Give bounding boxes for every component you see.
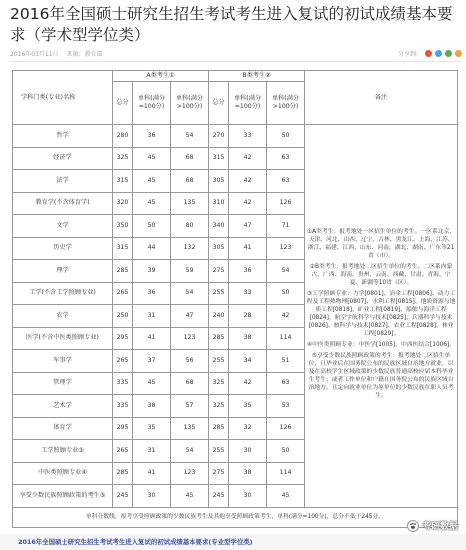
a-single-100-cell: 45 bbox=[133, 192, 171, 215]
a-single-100-cell: 39 bbox=[133, 260, 171, 283]
note-paragraph: ②B类考生：报考地处二区招生单位的考生。二区系内蒙古、广西、海南、贵州、云南、西藏、甘肃、青海、宁夏、新疆等10省（区）。 bbox=[309, 264, 453, 287]
table-row bbox=[13, 125, 458, 148]
header-group-b: B类考生② bbox=[209, 71, 305, 82]
a-single-100-cell: 50 bbox=[133, 215, 171, 238]
a-single-over-100-cell: 132 bbox=[171, 237, 209, 260]
b-single-over-100-cell: 42 bbox=[267, 305, 305, 328]
note-paragraph: ⑤享受少数民族照顾政策的考生：报考地处二区招生单位，且毕业后在国务院公布的民族区域自治地方就业，以及在高校学生区域政策的少数民族普通高校应届本科毕业生考生；或者工作单位和户籍在国务院公布的民族区域自治地方，且定向就业单位为原单位的少数民族在职人员考生。 bbox=[308, 353, 454, 400]
a-total-cell: 335 bbox=[113, 395, 133, 418]
b-total-cell: 315 bbox=[209, 147, 229, 170]
a-total-cell: 295 bbox=[113, 327, 133, 350]
a-single-over-100-cell: 47 bbox=[171, 305, 209, 328]
subject-name: 文学 bbox=[13, 215, 113, 238]
subject-name: 享受少数民族照顾政策的考生⑤ bbox=[13, 485, 113, 508]
article-source: 来源：教育部 bbox=[66, 50, 103, 58]
a-single-over-100-cell: 45 bbox=[171, 485, 209, 508]
b-total-cell: 310 bbox=[209, 192, 229, 215]
a-total-cell: 315 bbox=[113, 237, 133, 260]
b-single-100-cell: 32 bbox=[229, 417, 267, 440]
b-total-cell: 325 bbox=[209, 372, 229, 395]
header-a-total: 总分 bbox=[113, 82, 133, 125]
publish-date: 2016年03月11日 bbox=[10, 50, 59, 58]
subject-name: 哲学 bbox=[13, 125, 113, 148]
a-total-cell: 265 bbox=[113, 440, 133, 463]
subject-name: 军事学 bbox=[13, 350, 113, 373]
b-total-cell: 325 bbox=[209, 395, 229, 418]
a-single-100-cell: 41 bbox=[133, 327, 171, 350]
a-single-100-cell: 45 bbox=[133, 147, 171, 170]
a-single-over-100-cell: 80 bbox=[171, 215, 209, 238]
subject-name: 艺术学 bbox=[13, 395, 113, 418]
note-paragraph: ①A类考生：报考地处一区招生单位的考生。一区系北京、天津、河北、山西、辽宁、吉林、黑龙江、上海、江苏、浙江、福建、江西、山东、河南、湖北、湖南、广东等21省（市）。 bbox=[306, 229, 456, 260]
a-total-cell: 285 bbox=[113, 462, 133, 485]
b-single-100-cell: 38 bbox=[229, 462, 267, 485]
a-single-over-100-cell: 68 bbox=[171, 147, 209, 170]
a-total-cell: 250 bbox=[113, 305, 133, 328]
a-single-over-100-cell: 68 bbox=[171, 372, 209, 395]
header-notes: 备注 bbox=[305, 71, 458, 125]
b-single-100-cell: 33 bbox=[229, 125, 267, 148]
page-title: 2016年全国硕士研究生招生考试考生进入复试的初试成绩基本要求（学术型学位类） bbox=[10, 5, 453, 44]
b-single-over-100-cell: 63 bbox=[267, 170, 305, 193]
b-single-100-cell: 42 bbox=[229, 147, 267, 170]
header-b-single-over-100: 单科(满分>100分) bbox=[267, 82, 305, 125]
a-single-over-100-cell: 68 bbox=[171, 170, 209, 193]
header-a-single-over-100: 单科(满分>100分) bbox=[171, 82, 209, 125]
header-group-a: A类考生① bbox=[113, 71, 209, 82]
a-single-over-100-cell: 135 bbox=[171, 417, 209, 440]
subject-name: 经济学 bbox=[13, 147, 113, 170]
article-meta bbox=[10, 47, 462, 59]
a-single-over-100-cell: 56 bbox=[171, 350, 209, 373]
footnote-row bbox=[13, 507, 458, 527]
divider bbox=[10, 61, 462, 62]
header-b-total: 总分 bbox=[209, 82, 229, 125]
a-single-100-cell: 38 bbox=[133, 395, 171, 418]
next-article-link[interactable]: 2016年全国硕士研究生招生考试考生进入复试的初试成绩基本要求(专业型学位类) bbox=[18, 538, 253, 546]
b-single-over-100-cell: 71 bbox=[267, 215, 305, 238]
a-single-100-cell: 36 bbox=[133, 125, 171, 148]
b-single-over-100-cell: 123 bbox=[267, 237, 305, 260]
b-total-cell: 240 bbox=[209, 305, 229, 328]
b-single-over-100-cell: 114 bbox=[267, 462, 305, 485]
b-single-100-cell: 42 bbox=[229, 192, 267, 215]
a-total-cell: 320 bbox=[113, 192, 133, 215]
b-single-100-cell: 28 bbox=[229, 305, 267, 328]
score-requirements-table bbox=[12, 70, 458, 528]
b-single-100-cell: 30 bbox=[229, 440, 267, 463]
b-single-over-100-cell: 50 bbox=[267, 440, 305, 463]
subject-name: 体育学 bbox=[13, 417, 113, 440]
a-single-over-100-cell: 135 bbox=[171, 192, 209, 215]
a-total-cell: 285 bbox=[113, 260, 133, 283]
more-share-icon[interactable] bbox=[455, 50, 462, 57]
header-b-single-100: 单科(满分=100分) bbox=[229, 82, 267, 125]
a-single-over-100-cell: 123 bbox=[171, 462, 209, 485]
b-total-cell: 255 bbox=[209, 440, 229, 463]
b-single-over-100-cell: 126 bbox=[267, 417, 305, 440]
subject-name: 教育学(不含体育学) bbox=[13, 192, 113, 215]
header-a-single-100: 单科(满分=100分) bbox=[133, 82, 171, 125]
b-single-100-cell: 41 bbox=[229, 237, 267, 260]
b-single-over-100-cell: 45 bbox=[267, 485, 305, 508]
a-total-cell: 280 bbox=[113, 125, 133, 148]
subject-name: 农学 bbox=[13, 305, 113, 328]
a-single-100-cell: 44 bbox=[133, 237, 171, 260]
b-total-cell: 255 bbox=[209, 350, 229, 373]
subject-name: 管理学 bbox=[13, 372, 113, 395]
b-single-100-cell: 42 bbox=[229, 372, 267, 395]
b-total-cell: 340 bbox=[209, 215, 229, 238]
a-single-100-cell: 30 bbox=[133, 485, 171, 508]
b-single-over-100-cell: 50 bbox=[267, 125, 305, 148]
header-subject: 学科门类(专业)名称 bbox=[13, 71, 113, 125]
b-total-cell: 270 bbox=[209, 125, 229, 148]
a-total-cell: 335 bbox=[113, 372, 133, 395]
b-single-100-cell: 33 bbox=[229, 282, 267, 305]
paw-logo-icon bbox=[407, 520, 419, 532]
b-single-over-100-cell: 126 bbox=[267, 192, 305, 215]
b-total-cell: 305 bbox=[209, 170, 229, 193]
a-total-cell: 245 bbox=[113, 485, 133, 508]
b-single-100-cell: 35 bbox=[229, 395, 267, 418]
subject-name: 历史学 bbox=[13, 237, 113, 260]
b-single-over-100-cell: 53 bbox=[267, 395, 305, 418]
a-single-100-cell: 36 bbox=[133, 282, 171, 305]
a-single-over-100-cell: 59 bbox=[171, 260, 209, 283]
b-total-cell: 245 bbox=[209, 485, 229, 508]
a-total-cell: 295 bbox=[113, 417, 133, 440]
b-total-cell: 255 bbox=[209, 282, 229, 305]
share-bar bbox=[398, 49, 462, 58]
b-single-over-100-cell: 63 bbox=[267, 372, 305, 395]
b-single-over-100-cell: 114 bbox=[267, 327, 305, 350]
b-single-over-100-cell: 54 bbox=[267, 260, 305, 283]
a-single-100-cell: 41 bbox=[133, 462, 171, 485]
note-paragraph: ③工学照顾专业：力学[0801]、冶金工程[0806]、动力工程及工程热物理[0807]、水利工程[0815]、地质资源与地质工程[0818]、矿业工程[0819]、船舶与海洋工程[0824]、航空宇航科学与技术[0825]、兵器科学与技术[0826]、核科学与技术[0827]、农业工程[0828]、林业工程[0829]。 bbox=[306, 291, 456, 338]
subject-name: 法学 bbox=[13, 170, 113, 193]
a-single-over-100-cell: 54 bbox=[171, 440, 209, 463]
b-single-over-100-cell: 50 bbox=[267, 282, 305, 305]
a-single-100-cell: 37 bbox=[133, 350, 171, 373]
subject-name: 理学 bbox=[13, 260, 113, 283]
a-single-over-100-cell: 57 bbox=[171, 395, 209, 418]
b-single-100-cell: 34 bbox=[229, 350, 267, 373]
weibo-share-icon[interactable] bbox=[425, 50, 432, 57]
a-single-100-cell: 35 bbox=[133, 417, 171, 440]
share-label: 分享到： bbox=[397, 50, 422, 58]
b-total-cell: 275 bbox=[209, 462, 229, 485]
a-single-100-cell: 45 bbox=[133, 372, 171, 395]
a-total-cell: 350 bbox=[113, 215, 133, 238]
subject-name: 工学照顾专业③ bbox=[13, 440, 113, 463]
watermark-text: 考研数据 bbox=[421, 522, 458, 532]
b-total-cell: 285 bbox=[209, 327, 229, 350]
b-single-over-100-cell: 63 bbox=[267, 147, 305, 170]
footnote-text: 单科分数线，报考享受照顾政策的少数民族考生及其他享受照顾政策考生，单科(满分=100分)，总分不低于245分。 bbox=[13, 507, 458, 527]
b-single-100-cell: 38 bbox=[229, 327, 267, 350]
watermark bbox=[407, 519, 458, 532]
subject-name: 中医类照顾专业④ bbox=[13, 462, 113, 485]
b-total-cell: 285 bbox=[209, 417, 229, 440]
a-total-cell: 265 bbox=[113, 350, 133, 373]
a-total-cell: 265 bbox=[113, 282, 133, 305]
b-single-100-cell: 30 bbox=[229, 485, 267, 508]
a-single-100-cell: 31 bbox=[133, 440, 171, 463]
b-total-cell: 275 bbox=[209, 260, 229, 283]
a-total-cell: 325 bbox=[113, 147, 133, 170]
a-single-over-100-cell: 123 bbox=[171, 327, 209, 350]
subject-name: 医学(不含中医类照顾专业) bbox=[13, 327, 113, 350]
b-single-100-cell: 36 bbox=[229, 260, 267, 283]
a-single-over-100-cell: 54 bbox=[171, 282, 209, 305]
a-total-cell: 315 bbox=[113, 170, 133, 193]
a-single-100-cell: 31 bbox=[133, 305, 171, 328]
meta-info bbox=[10, 49, 108, 58]
qzone-share-icon[interactable] bbox=[435, 50, 442, 57]
note-paragraph: ④中医类照顾专业：中医学[1005]、中西医结合[1006]。 bbox=[306, 342, 456, 349]
b-single-100-cell: 47 bbox=[229, 215, 267, 238]
subject-name: 工学(不含工学照顾专业) bbox=[13, 282, 113, 305]
b-single-over-100-cell: 51 bbox=[267, 350, 305, 373]
b-single-100-cell: 42 bbox=[229, 170, 267, 193]
a-single-100-cell: 45 bbox=[133, 170, 171, 193]
notes-cell bbox=[305, 125, 458, 508]
wechat-share-icon[interactable] bbox=[445, 50, 452, 57]
b-total-cell: 305 bbox=[209, 237, 229, 260]
a-single-over-100-cell: 54 bbox=[171, 125, 209, 148]
